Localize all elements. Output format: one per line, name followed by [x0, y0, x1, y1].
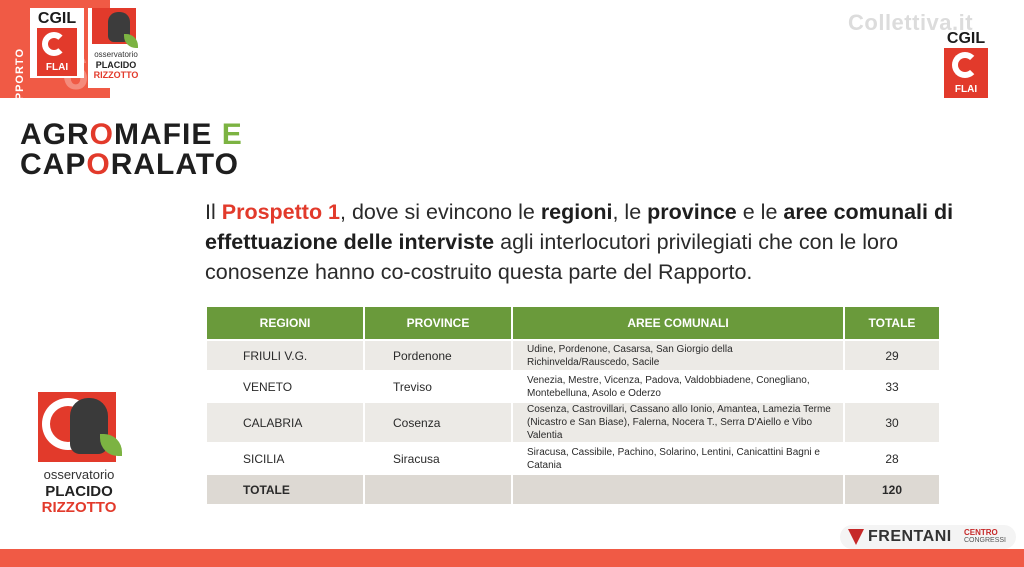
slide-title-line-2: [20, 150, 239, 180]
title-text: RALATO: [110, 148, 239, 181]
header-totale: TOTALE: [845, 307, 939, 339]
table-row: [207, 341, 939, 370]
cell-totale: 33: [845, 372, 939, 401]
title-text: AGR: [20, 118, 90, 151]
intro-highlight-prospetto: Prospetto 1: [221, 200, 341, 224]
table-total-row: [207, 475, 939, 504]
intro-text: Il: [205, 200, 222, 224]
intro-text: , le: [612, 200, 648, 224]
frentani-name: FRENTANI: [868, 528, 952, 545]
frentani-centro: CENTRO: [964, 528, 998, 537]
cell-totale: 28: [845, 444, 939, 473]
rapporto-label: RAPPORTO: [14, 48, 26, 119]
cell-regione: VENETO: [207, 372, 363, 401]
cell-empty: [365, 475, 511, 504]
intro-bold-regioni: regioni: [540, 200, 613, 224]
collettiva-watermark: Collettiva.it: [848, 10, 974, 35]
cell-aree: Venezia, Mestre, Vicenza, Padova, Valdobbiadene, Conegliano, Montebelluna, Asolo e Oderzo: [513, 372, 843, 401]
cell-regione: SICILIA: [207, 444, 363, 473]
header-province: PROVINCE: [365, 307, 511, 339]
observatory-logo-top-left: [88, 8, 142, 88]
table-row: [207, 372, 939, 401]
observatory-rizzotto: RIZZOTTO: [93, 70, 139, 80]
header-regioni: REGIONI: [207, 307, 363, 339]
cell-regione: CALABRIA: [207, 403, 363, 442]
title-accent-red: O: [86, 148, 111, 181]
prospetto-table: [205, 305, 941, 506]
slide-title-line-1: [20, 120, 243, 150]
table-row: [207, 444, 939, 473]
cell-provincia: Treviso: [365, 372, 511, 401]
frentani-logo: [840, 525, 1016, 549]
title-text: CAP: [20, 148, 87, 181]
header-aree-comunali: AREE COMUNALI: [513, 307, 843, 339]
title-accent-red: O: [89, 118, 115, 151]
cell-regione: FRIULI V.G.: [207, 341, 363, 370]
cell-provincia: Siracusa: [365, 444, 511, 473]
cell-empty: [513, 475, 843, 504]
observatory-word: osservatorio: [43, 467, 115, 482]
cgil-logo-text: CGIL: [37, 10, 77, 27]
cell-total-label: TOTALE: [207, 475, 363, 504]
cell-total-value: 120: [845, 475, 939, 504]
cgil-flai-logo-top-left: [30, 8, 84, 78]
intro-text: e le: [736, 200, 784, 224]
bottom-red-bar: [0, 549, 1024, 567]
intro-paragraph: [205, 197, 965, 287]
intro-text: , dove si evincono le: [340, 200, 541, 224]
cgil-swoosh-icon: [952, 52, 978, 78]
cell-provincia: Cosenza: [365, 403, 511, 442]
intro-bold-province: province: [647, 200, 737, 224]
cell-totale: 29: [845, 341, 939, 370]
cell-aree: Cosenza, Castrovillari, Cassano allo Ionio, Amantea, Lamezia Terme (Nicastro e San Biase), Falerna, Nocera T., Serra D'Aiello e Vibo Valentia: [513, 403, 843, 442]
observatory-placido: PLACIDO: [45, 483, 113, 500]
cgil-swoosh-icon: [42, 32, 66, 56]
observatory-rizzotto: RIZZOTTO: [41, 499, 117, 516]
intro-text: agli interlocutori privilegiati che con le loro conosenze hanno co-costruito questa parte del Rapporto.: [205, 230, 899, 284]
title-accent-green: E: [221, 118, 243, 151]
intro-bold-aree: aree comunali di effettuazione delle interviste: [205, 200, 954, 254]
observatory-logo-bottom-left: [36, 392, 122, 516]
frentani-mark-icon: [848, 529, 864, 545]
title-text: MAFIE: [114, 118, 222, 151]
cell-provincia: Pordenone: [365, 341, 511, 370]
observatory-word: osservatorio: [94, 50, 138, 59]
table-row: [207, 403, 939, 442]
cell-aree: Siracusa, Cassibile, Pachino, Solarino, Lentini, Canicattini Bagni e Catania: [513, 444, 843, 473]
table-header-row: [207, 307, 939, 339]
cell-aree: Udine, Pordenone, Casarsa, San Giorgio della Richinvelda/Rauscedo, Sacile: [513, 341, 843, 370]
cgil-flai-logo-top-right: [938, 30, 994, 100]
frentani-congressi: CONGRESSI: [964, 537, 1007, 544]
cgil-logo-text: CGIL: [946, 30, 986, 47]
cell-totale: 30: [845, 403, 939, 442]
observatory-placido: PLACIDO: [95, 60, 137, 70]
flai-logo-text: FLAI: [45, 62, 69, 73]
flai-logo-text: FLAI: [954, 84, 978, 95]
